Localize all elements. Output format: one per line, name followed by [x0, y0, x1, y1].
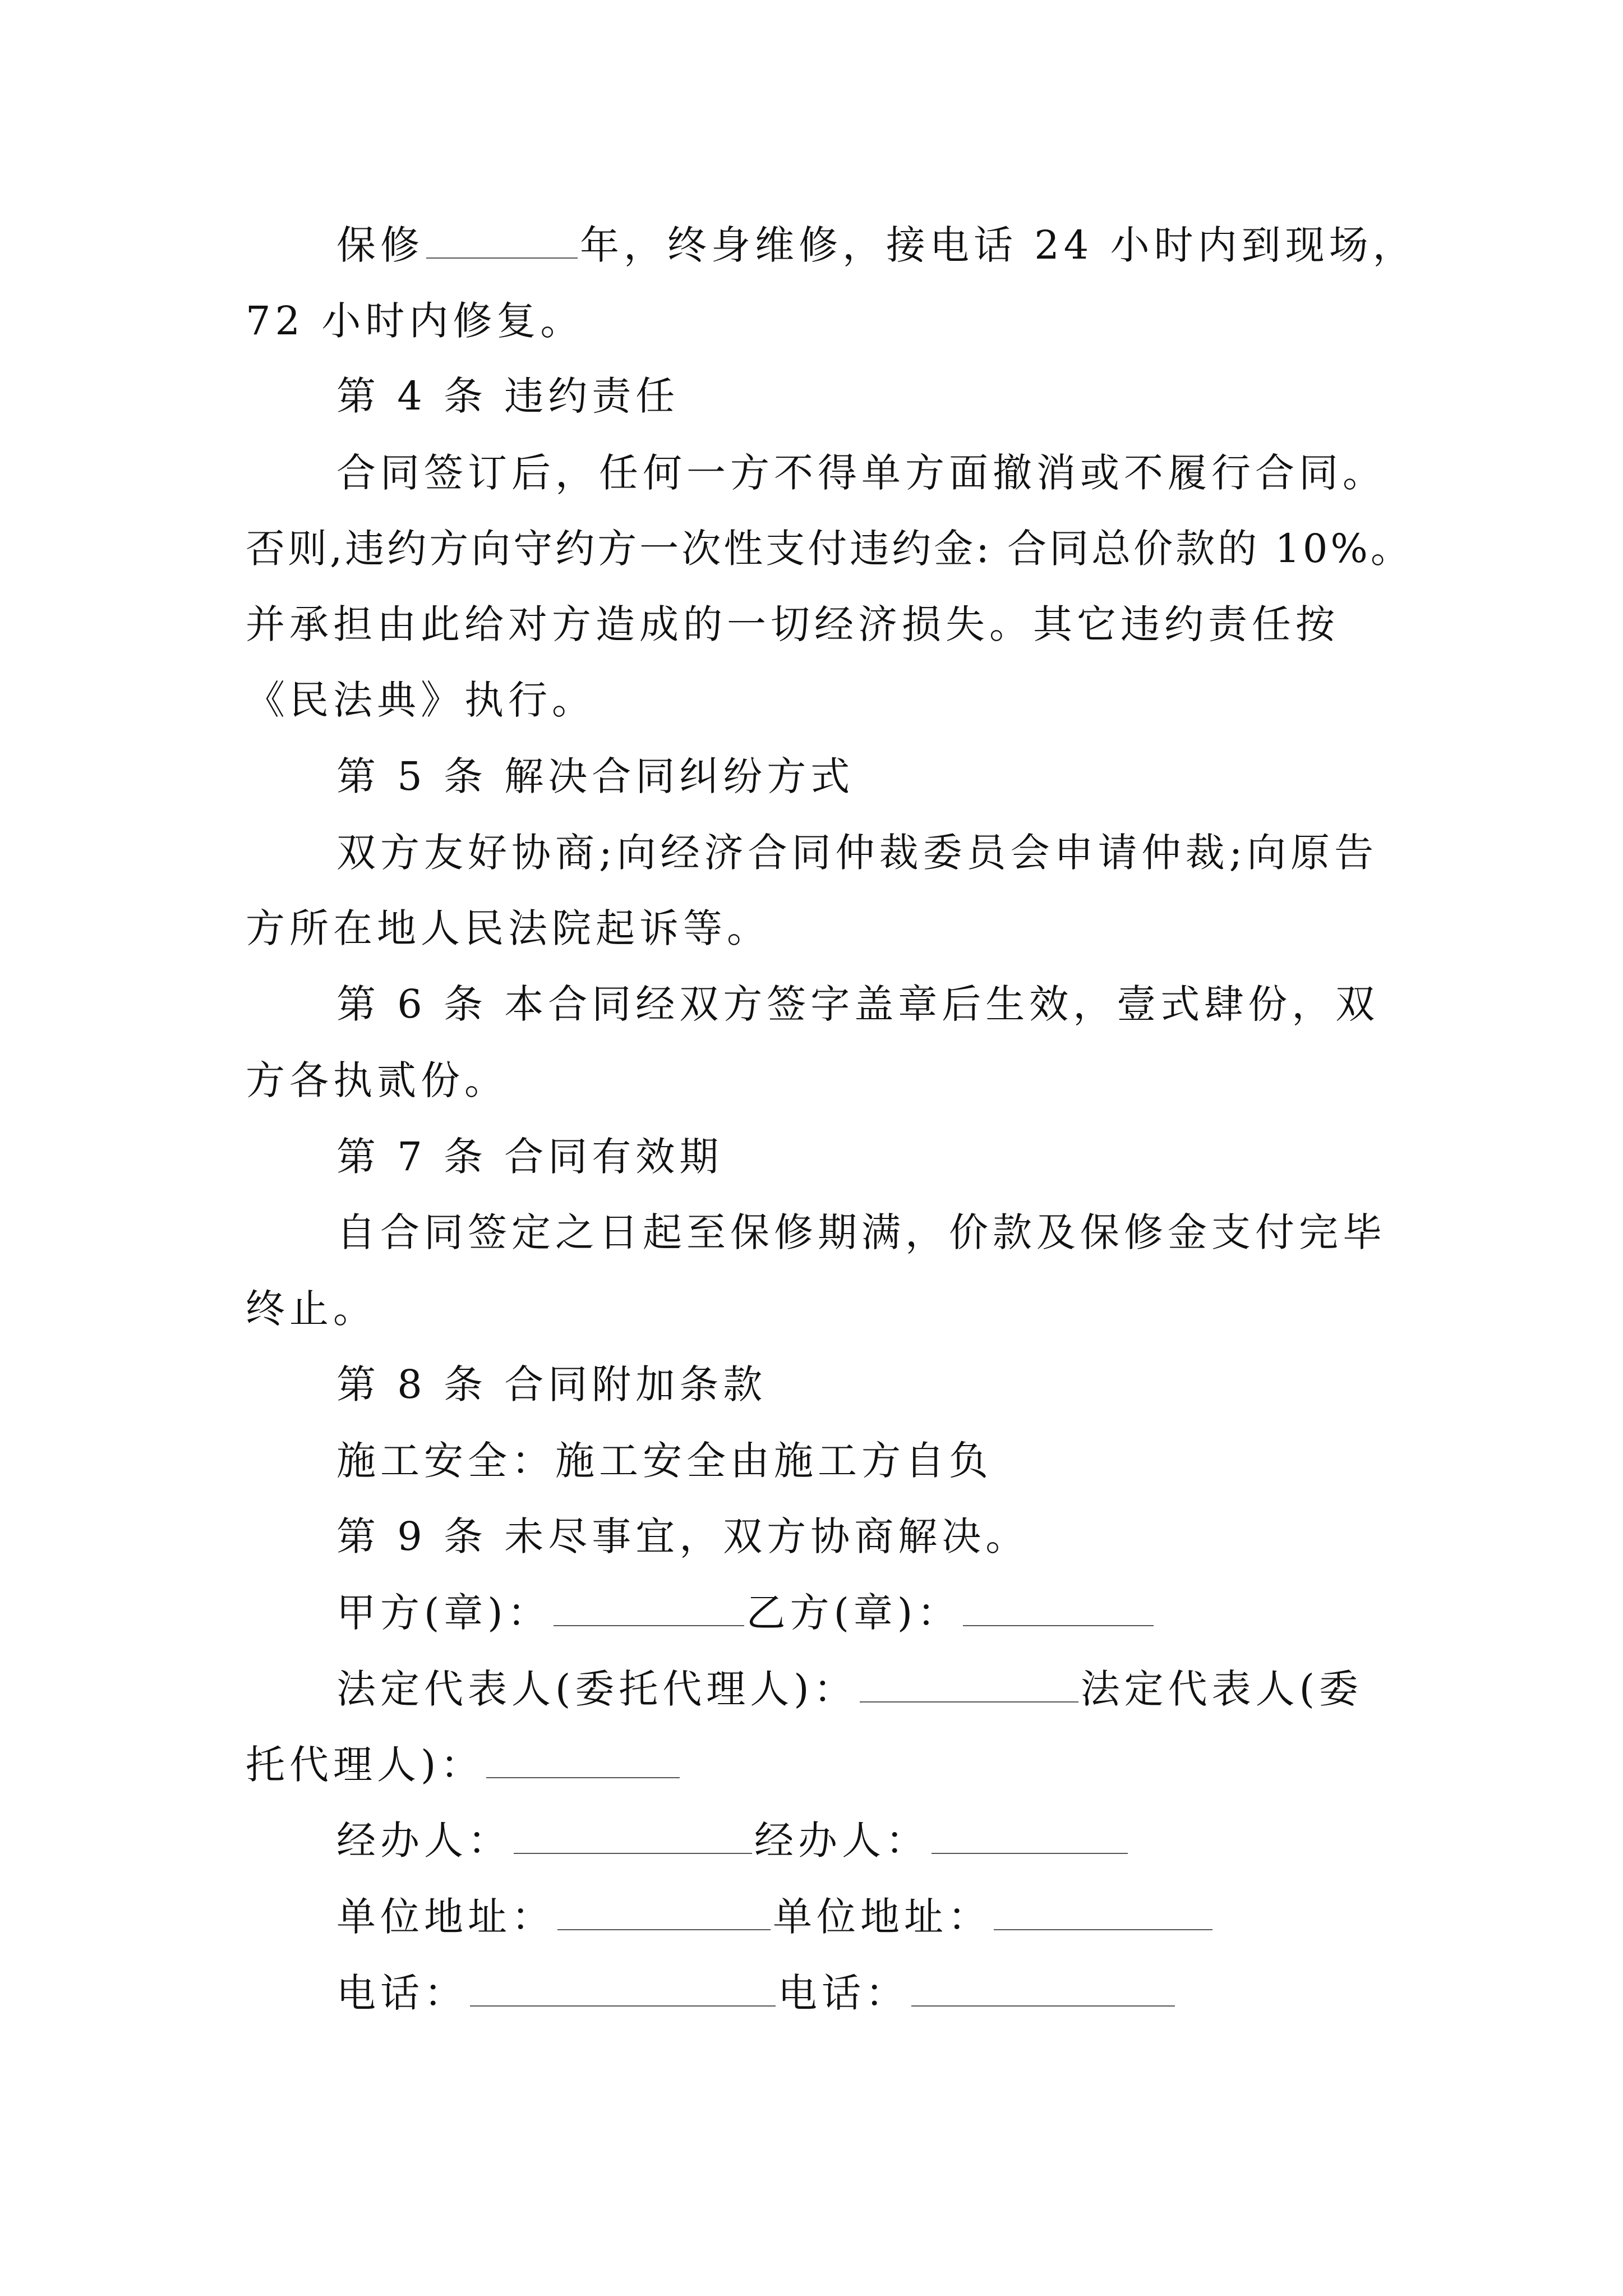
party-b-phone-blank — [911, 1971, 1175, 2007]
article-heading-6 — [336, 970, 1379, 1038]
party-b-phone-label: 电话： — [778, 1970, 909, 2016]
party-b-legal-rep-blank — [486, 1742, 680, 1778]
paragraph-line — [336, 1199, 1386, 1266]
party-b-seal-label: 乙方(章)： — [746, 1590, 961, 1636]
party-a-address-blank — [557, 1894, 771, 1930]
party-b-address-blank — [994, 1894, 1212, 1930]
article-heading-7 — [336, 1123, 723, 1190]
party-a-seal-blank — [554, 1590, 744, 1626]
party-b-legal-rep-label-cont: 托代理人)： — [246, 1742, 485, 1788]
text-segment: 年，终身维修，接电话 24 小时内到现场， — [580, 222, 1417, 268]
paragraph-line — [336, 819, 1378, 886]
text-segment: 方各执贰份。 — [246, 1057, 508, 1103]
text-segment: 终止。 — [246, 1286, 377, 1332]
text-segment: 《民法典》执行。 — [246, 677, 596, 723]
text-segment: 第 8 条 合同附加条款 — [336, 1361, 767, 1407]
paragraph-line — [336, 1427, 993, 1494]
text-segment: 第 5 条 解决合同纠纷方式 — [336, 753, 855, 799]
party-a-phone-blank — [470, 1971, 776, 2007]
paragraph-line — [246, 287, 584, 355]
legal-rep-line — [336, 1655, 1363, 1723]
party-a-phone-label: 电话： — [336, 1970, 468, 2016]
party-a-address-label: 单位地址： — [336, 1894, 555, 1940]
text-segment: 第 4 条 违约责任 — [336, 373, 680, 419]
article-heading-8 — [336, 1351, 767, 1418]
legal-rep-line-cont — [246, 1731, 682, 1798]
warranty-line — [336, 211, 1417, 279]
party-b-handler-blank — [932, 1818, 1128, 1854]
party-b-address-label: 单位地址： — [773, 1894, 992, 1940]
text-segment: 合同签订后，任何一方不得单方面撤消或不履行合同。 — [336, 450, 1386, 496]
text-segment: 保修 — [336, 222, 424, 268]
address-line — [336, 1883, 1215, 1950]
text-segment: 第 6 条 本合同经双方签字盖章后生效，壹式肆份，双 — [336, 981, 1380, 1027]
phone-line — [336, 1959, 1177, 2027]
text-segment: 方所在地人民法院起诉等。 — [246, 905, 771, 951]
party-a-legal-rep-label: 法定代表人(委托代理人)： — [336, 1666, 857, 1712]
paragraph-line — [246, 666, 596, 734]
text-segment: 自合同签定之日起至保修期满，价款及保修金支付完毕 — [336, 1209, 1386, 1255]
article-heading-9 — [336, 1503, 1029, 1570]
party-a-legal-rep-blank — [860, 1667, 1078, 1703]
paragraph-line — [246, 515, 1413, 582]
paragraph-line — [246, 591, 1339, 658]
party-a-handler-blank — [514, 1818, 752, 1854]
handler-line — [336, 1807, 1130, 1874]
paragraph-line — [336, 439, 1386, 507]
text-segment: 并承担由此给对方造成的一切经济损失。其它违约责任按 — [246, 601, 1339, 647]
article-heading-5 — [336, 743, 854, 810]
text-segment: 施工安全：施工安全由施工方自负 — [336, 1438, 993, 1484]
text-segment: 第 7 条 合同有效期 — [336, 1134, 723, 1180]
party-a-handler-label: 经办人： — [336, 1818, 511, 1864]
text-segment: 双方友好协商;向经济合同仲裁委员会申请仲裁;向原告 — [336, 830, 1378, 876]
party-b-legal-rep-label: 法定代表人(委 — [1080, 1666, 1363, 1712]
party-b-seal-blank — [963, 1590, 1154, 1626]
article-heading-4 — [336, 362, 679, 430]
warranty-years-blank — [426, 223, 578, 259]
text-segment: 否则,违约方向守约方一次性支付违约金: 合同总价款的 10%。 — [246, 526, 1413, 572]
text-segment: 第 9 条 未尽事宜，双方协商解决。 — [336, 1513, 1030, 1559]
party-seal-line — [336, 1579, 1156, 1646]
party-b-handler-label: 经办人： — [754, 1818, 929, 1864]
paragraph-line — [246, 1275, 377, 1342]
paragraph-line — [246, 895, 771, 962]
party-a-seal-label: 甲方(章)： — [336, 1590, 551, 1636]
text-segment: 72 小时内修复。 — [246, 298, 584, 344]
paragraph-line — [246, 1047, 508, 1114]
